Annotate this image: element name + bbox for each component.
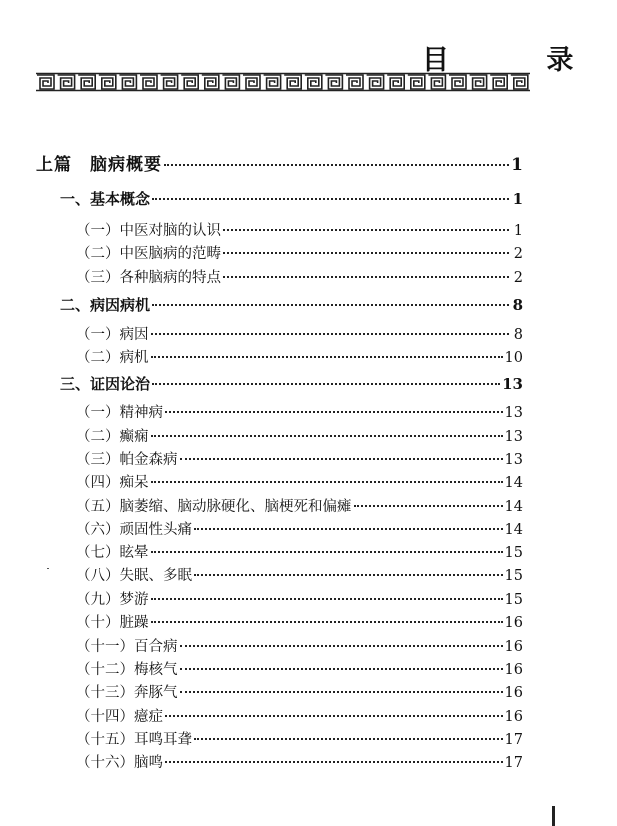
toc-page-number: 16 — [504, 639, 523, 655]
dot-leader — [151, 621, 503, 623]
decorative-fret-border — [36, 72, 530, 92]
toc-entry — [60, 294, 523, 315]
toc-entry-title: 二、病因病机 — [60, 296, 151, 314]
dot-leader — [194, 738, 503, 740]
toc-entry-title: 一、基本概念 — [60, 190, 151, 208]
fret-unit — [119, 75, 136, 89]
fret-unit — [140, 75, 157, 89]
toc-entry-title: （十五）耳鸣耳聋 — [76, 732, 192, 748]
toc-entry-title: （一）中医对脑的认识 — [76, 223, 221, 239]
fret-unit — [387, 75, 404, 89]
toc-entry-title: （十四）癔症 — [76, 709, 163, 725]
toc-entry-title: （十三）奔豚气 — [76, 685, 178, 701]
fret-unit — [78, 75, 95, 89]
fret-unit — [408, 75, 425, 89]
toc-entry — [76, 728, 523, 749]
toc-entry-title: （十）脏躁 — [76, 615, 149, 631]
toc-entry — [76, 346, 523, 367]
toc-entry-title: （十六）脑鸣 — [76, 755, 163, 771]
toc-entry — [76, 611, 523, 632]
dot-leader — [180, 668, 503, 670]
toc-entry-title: （五）脑萎缩、脑动脉硬化、脑梗死和偏瘫 — [76, 499, 352, 515]
toc-page-number: 13 — [504, 405, 523, 421]
toc-entry — [60, 373, 523, 394]
dot-leader — [223, 276, 509, 278]
toc-page-number: 8 — [512, 296, 523, 314]
fret-unit — [490, 75, 507, 89]
toc-page-number: 13 — [502, 375, 523, 393]
toc-page-number: 16 — [504, 662, 523, 678]
toc-entry — [76, 658, 523, 679]
toc-entry — [76, 401, 523, 422]
toc-entry-title: （三）帕金森病 — [76, 452, 178, 468]
fret-unit — [161, 75, 178, 89]
toc-entry — [76, 588, 523, 609]
toc-entry — [76, 242, 523, 263]
fret-unit — [284, 75, 301, 89]
toc-page-number: 14 — [504, 499, 523, 515]
toc-entry-title: （一）病因 — [76, 327, 149, 343]
dot-leader — [223, 252, 509, 254]
toc-entry-title: （六）顽固性头痛 — [76, 522, 192, 538]
fret-unit — [58, 75, 75, 89]
toc-page-number: 15 — [504, 568, 523, 584]
fret-unit — [428, 75, 445, 89]
dot-leader — [164, 164, 509, 166]
toc-page-number: 16 — [504, 685, 523, 701]
toc-entry-title: （七）眩晕 — [76, 545, 149, 561]
fret-unit — [511, 75, 528, 89]
dot-leader — [151, 356, 503, 358]
dot-leader — [354, 505, 503, 507]
fret-unit — [325, 75, 342, 89]
dot-leader — [152, 304, 509, 306]
toc-entry — [76, 323, 523, 344]
toc-page-number: 14 — [504, 522, 523, 538]
toc-page-number: 16 — [504, 615, 523, 631]
toc-entry-title: 上篇 脑病概要 — [36, 155, 162, 175]
toc-entry-title: （二）病机 — [76, 350, 149, 366]
toc-entry — [76, 266, 523, 287]
toc-page-number: 1 — [513, 223, 523, 239]
fret-unit — [99, 75, 116, 89]
toc-entry — [76, 518, 523, 539]
dot-leader — [165, 761, 503, 763]
fret-unit — [305, 75, 322, 89]
toc-entry-title: （三）各种脑病的特点 — [76, 270, 221, 286]
fret-unit — [37, 75, 54, 89]
toc-entry — [76, 495, 523, 516]
toc-entry — [76, 751, 523, 772]
toc-page-number: 15 — [504, 545, 523, 561]
toc-entry — [76, 681, 523, 702]
toc-entry-title: （十一）百合病 — [76, 639, 178, 655]
fret-unit — [264, 75, 281, 89]
scan-speck — [47, 568, 49, 569]
toc-page-number: 13 — [504, 452, 523, 468]
toc-entry — [76, 219, 523, 240]
toc-entry-title: 三、证因论治 — [60, 375, 151, 393]
fret-unit — [367, 75, 384, 89]
dot-leader — [151, 598, 503, 600]
toc-entry — [76, 635, 523, 656]
toc-entry — [76, 448, 523, 469]
page-edge-mark — [552, 806, 555, 826]
toc-entry — [76, 471, 523, 492]
toc-entry-title: （四）痴呆 — [76, 475, 149, 491]
fret-unit — [470, 75, 487, 89]
dot-leader — [151, 551, 503, 553]
dot-leader — [151, 481, 503, 483]
fret-unit — [449, 75, 466, 89]
page-title: 目 录 — [422, 45, 617, 76]
toc-page-number: 1 — [512, 190, 523, 208]
dot-leader — [152, 198, 509, 200]
toc-entry — [76, 425, 523, 446]
toc-page-number: 14 — [504, 475, 523, 491]
fret-unit — [181, 75, 198, 89]
toc-entry-title: （八）失眠、多眠 — [76, 568, 192, 584]
toc-entry-title: （二）癫痫 — [76, 429, 149, 445]
dot-leader — [151, 435, 503, 437]
dot-leader — [165, 411, 503, 413]
toc-entry-title: （九）梦游 — [76, 592, 149, 608]
toc-page-number: 2 — [513, 246, 523, 262]
toc-entry — [36, 150, 523, 175]
toc-page-number: 10 — [504, 350, 523, 366]
dot-leader — [165, 715, 503, 717]
toc-page-number: 8 — [513, 327, 523, 343]
toc-page-number: 2 — [513, 270, 523, 286]
toc-page-number: 1 — [511, 155, 523, 175]
toc-entry — [60, 188, 523, 209]
dot-leader — [223, 229, 509, 231]
dot-leader — [180, 458, 503, 460]
toc-page-number: 17 — [504, 755, 523, 771]
toc-page-number: 16 — [504, 709, 523, 725]
toc-page-number: 17 — [504, 732, 523, 748]
toc-entry-title: （一）精神病 — [76, 405, 163, 421]
fret-unit — [243, 75, 260, 89]
fret-unit — [202, 75, 219, 89]
dot-leader — [151, 333, 510, 335]
fret-unit — [222, 75, 239, 89]
toc-page-number: 13 — [504, 429, 523, 445]
dot-leader — [194, 528, 503, 530]
toc-entry — [76, 705, 523, 726]
dot-leader — [180, 645, 503, 647]
toc-entry-title: （二）中医脑病的范畴 — [76, 246, 221, 262]
dot-leader — [194, 574, 503, 576]
dot-leader — [152, 383, 500, 385]
dot-leader — [180, 691, 503, 693]
fret-unit — [346, 75, 363, 89]
toc-page-number: 15 — [504, 592, 523, 608]
toc-entry — [76, 564, 523, 585]
toc-entry-title: （十二）梅核气 — [76, 662, 178, 678]
toc-entry — [76, 541, 523, 562]
